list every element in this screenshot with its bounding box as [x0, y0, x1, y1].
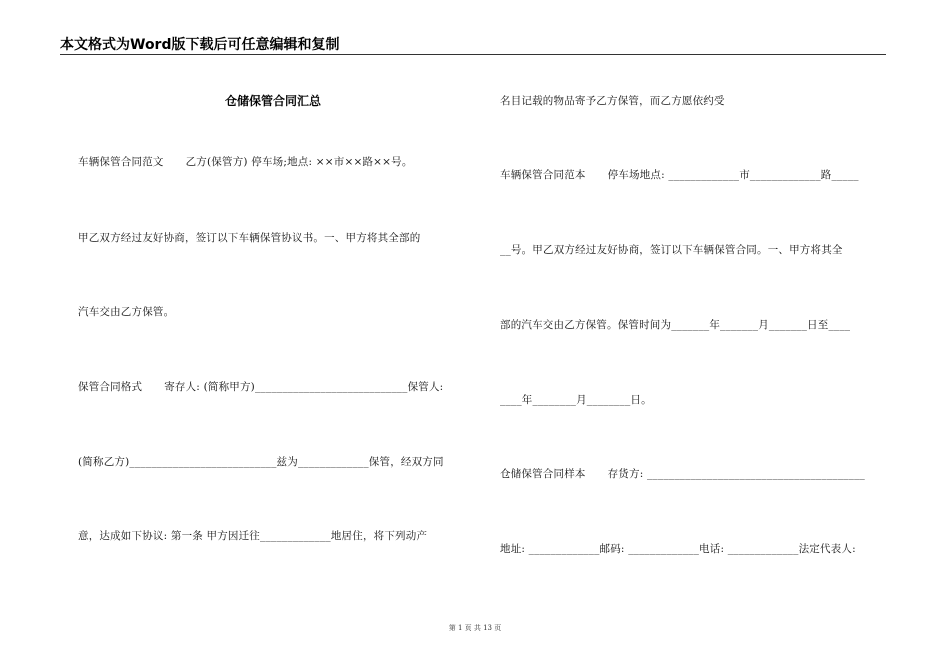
line-text: 存货方: ________________________________________	[607, 468, 865, 480]
left-line-3: 汽车交由乙方保管。	[78, 306, 175, 318]
line-label: 车辆保管合同范本	[500, 169, 586, 181]
page-footer: 第 1 页 共 13 页	[448, 624, 502, 632]
right-line-6	[500, 467, 865, 481]
left-line-2: 甲乙双方经过友好协商，签订以下车辆保管协议书。一、甲方将其全部的	[78, 232, 421, 244]
line-label: 仓储保管合同样本	[500, 468, 586, 480]
left-line-4	[78, 380, 443, 394]
line-text: 乙方(保管方) 停车场;地点: ××市××路××号。	[185, 156, 413, 168]
line-label: 保管合同格式	[78, 381, 143, 393]
right-line-7: 地址: _____________邮码: _____________电话: _____________法定代表人:	[500, 543, 856, 555]
header-divider	[60, 54, 886, 55]
line-label: 车辆保管合同范文	[78, 156, 164, 168]
line-text: 寄存人: (简称甲方)____________________________保管人:	[164, 381, 444, 393]
line-text: 停车场地点: _____________市_____________路_____	[607, 169, 859, 181]
right-line-5: ____年________月________日。	[500, 394, 652, 406]
right-line-1: 名目记载的物品寄予乙方保管，而乙方愿依约受	[500, 95, 725, 107]
left-line-6: 意，达成如下协议: 第一条 甲方因迁往_____________地居住，将下列动产	[78, 530, 428, 542]
page-header: 本文格式为Word版下载后可任意编辑和复制	[60, 37, 340, 53]
right-line-3: __号。甲乙双方经过友好协商，签订以下车辆保管合同。一、甲方将其全	[500, 244, 843, 256]
left-line-5: (简称乙方)___________________________兹为_____________保管，经双方同	[78, 456, 444, 468]
right-line-4: 部的汽车交由乙方保管。保管时间为_______年_______月_______日至____	[500, 319, 851, 331]
document-title: 仓储保管合同汇总	[224, 94, 321, 108]
left-line-1	[78, 155, 413, 169]
right-line-2	[500, 168, 859, 182]
